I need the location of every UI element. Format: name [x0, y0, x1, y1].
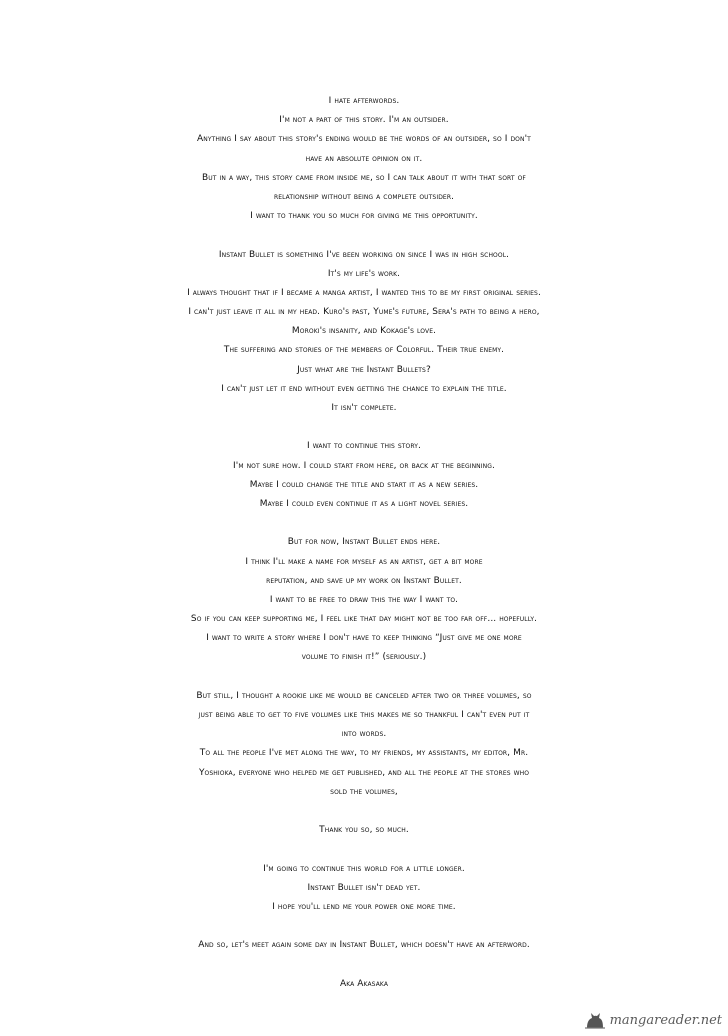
- text-line: Just what are the Instant Bullets?: [297, 364, 431, 375]
- text-line: Moroki's insanity, and Kokage's love.: [291, 326, 437, 337]
- text-line: Instant Bullet isn't dead yet.: [307, 882, 421, 893]
- text-line: Anything I say about this story's ending would be the words of an outsider, so I don't: [197, 134, 531, 145]
- text-line: I want to thank you so much for giving me this opportunity.: [250, 211, 478, 222]
- watermark-text: mangareader.net: [609, 1012, 722, 1028]
- text-line: But still, I thought a rookie like me would be canceled after two or three volumes, so: [196, 690, 532, 701]
- text-line: into words.: [341, 729, 387, 740]
- text-line: So if you can keep supporting me, I feel like that day might not be too far off... hopefully.: [190, 614, 538, 625]
- text-line: relationship without being a complete outsider.: [273, 191, 455, 202]
- text-line: I hate afterwords.: [328, 96, 400, 106]
- paragraph-gap: [0, 226, 728, 245]
- afterword-text: [0, 92, 728, 994]
- text-line: And so, let's meet again some day in Instant Bullet, which doesn't have an afterword.: [198, 940, 530, 951]
- text-line: Instant Bullet is something I've been working on since I was in high school.: [218, 249, 510, 260]
- paragraph-gap: [0, 917, 728, 936]
- text-line: I'm not sure how. I could start from here, or back at the beginning.: [233, 460, 495, 471]
- text-line: just being able to get to five volumes like this makes me so thankful I can't even put it: [198, 710, 530, 720]
- text-line: It isn't complete.: [331, 403, 397, 413]
- paragraph-gap: [0, 840, 728, 859]
- text-line: volume to finish it!” (seriously.): [301, 652, 427, 663]
- paragraph-gap: [0, 514, 728, 533]
- paragraph-gap: [0, 418, 728, 437]
- text-line: It's my life's work.: [327, 268, 401, 279]
- text-line: But in a way, this story came from inside me, so I can talk about it with that sort of: [202, 172, 526, 183]
- text-line: I think I'll make a name for myself as an artist, get a bit more: [245, 556, 483, 567]
- text-line: I want to continue this story.: [307, 441, 421, 452]
- text-line: I can't just leave it all in my head. Kuro's past, Yume's future, Sera's path to being a hero,: [188, 307, 540, 318]
- text-line: I want to be free to draw this the way I want to.: [269, 594, 459, 605]
- text-line: reputation, and save up my work on Instant Bullet.: [266, 575, 462, 586]
- text-line: The suffering and stories of the members of Colorful. Their true enemy.: [223, 345, 505, 356]
- text-line: I always thought that if I became a manga artist, I wanted this to be my first original series.: [187, 287, 541, 298]
- text-line: But for now, Instant Bullet ends here.: [287, 537, 441, 548]
- text-line: Yoshioka, everyone who helped me get published, and all the people at the stores who: [198, 767, 530, 778]
- text-line: Maybe I could even continue it as a light novel series.: [259, 498, 469, 509]
- paragraph-gap: [0, 668, 728, 687]
- text-line: I want to write a story where I don't have to keep thinking “Just give me one more: [206, 633, 522, 644]
- watermark: [584, 1010, 722, 1030]
- text-line: I'm not a part of this story. I'm an outsider.: [279, 115, 449, 126]
- text-line: Thank you so, so much.: [319, 825, 409, 836]
- text-line: To all the people I've met along the way, to my friends, my assistants, my editor, Mr.: [199, 748, 529, 759]
- signature: Aka Akasaka: [339, 978, 389, 989]
- cat-silhouette-icon: [584, 1010, 606, 1030]
- text-line: I'm going to continue this world for a little longer.: [263, 863, 465, 874]
- text-line: have an absolute opinion on it.: [305, 153, 423, 164]
- paragraph-gap: [0, 802, 728, 821]
- text-line: I hope you'll lend me your power one more time.: [272, 901, 456, 912]
- text-line: sold the volumes,: [330, 786, 398, 797]
- paragraph-gap: [0, 955, 728, 974]
- text-line: I can't just let it end without even getting the chance to explain the title.: [221, 383, 507, 394]
- text-line: Maybe I could change the title and start it as a new series.: [249, 479, 479, 490]
